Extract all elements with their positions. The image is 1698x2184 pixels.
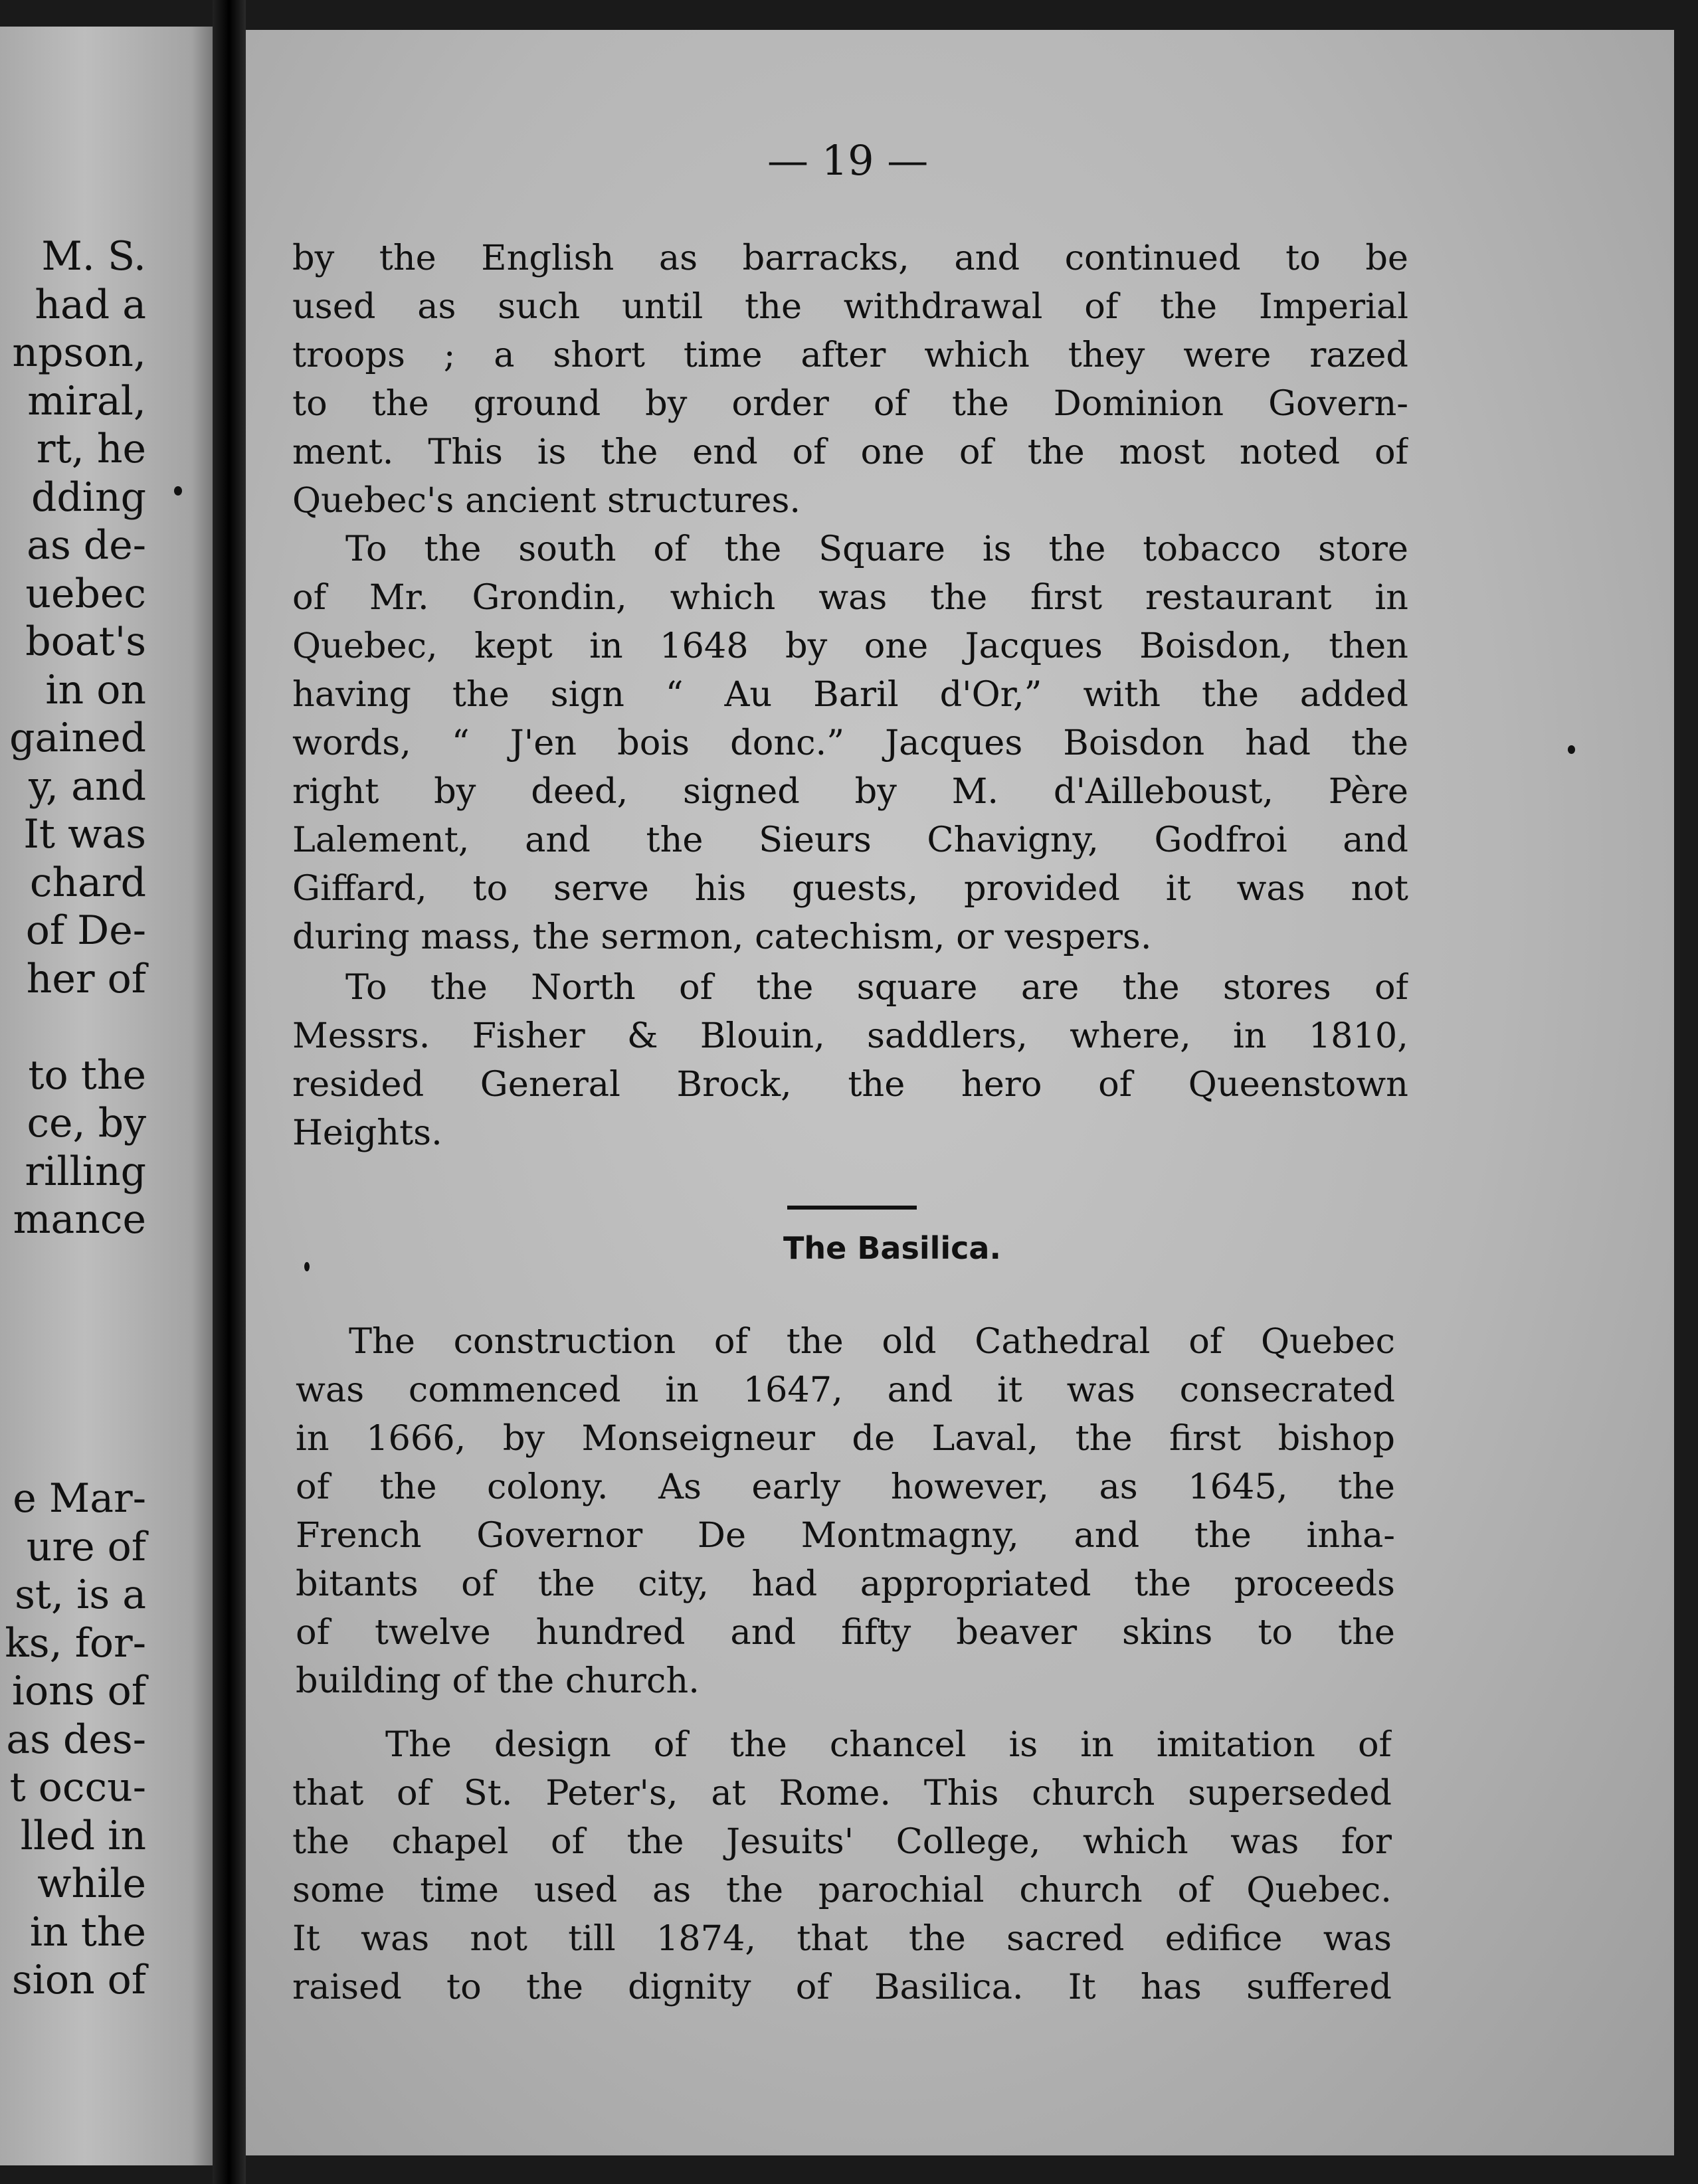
previous-page-line: had a bbox=[35, 281, 146, 328]
previous-page-line: lled in bbox=[20, 1812, 146, 1859]
previous-page-line: rt, he bbox=[36, 426, 146, 472]
previous-page-line: gained bbox=[9, 715, 146, 761]
text-line: some time used as the parochial church of Quebec. bbox=[292, 1870, 1392, 1910]
text-line: of Mr. Grondin, which was the first restaurant in bbox=[292, 577, 1408, 618]
print-speck bbox=[304, 1262, 310, 1271]
text-line: Lalement, and the Sieurs Chavigny, Godfroi and bbox=[292, 820, 1408, 860]
previous-page-line: while bbox=[37, 1861, 146, 1907]
previous-page-line: ions of bbox=[11, 1668, 146, 1714]
paragraph-barracks bbox=[292, 234, 1408, 525]
section-divider bbox=[787, 1206, 917, 1210]
text-line: troops ; a short time after which they were razed bbox=[292, 335, 1408, 375]
print-speck bbox=[174, 486, 182, 496]
page-number: — 19 — bbox=[767, 136, 929, 185]
previous-page-line: st, is a bbox=[15, 1572, 146, 1618]
previous-page-line: npson, bbox=[12, 329, 146, 376]
previous-page-line: uebec bbox=[25, 570, 146, 617]
previous-page-line: t occu- bbox=[9, 1764, 146, 1811]
text-line: having the sign “ Au Baril d'Or,” with the added bbox=[292, 674, 1408, 715]
text-line: right by deed, signed by M. d'Ailleboust, Père bbox=[292, 771, 1408, 812]
previous-page-line: It was bbox=[23, 811, 146, 858]
previous-page-line: e Mar- bbox=[13, 1475, 146, 1522]
text-line: Heights. bbox=[292, 1113, 442, 1153]
text-line: To the south of the Square is the tobacco store bbox=[345, 529, 1408, 569]
print-speck bbox=[1568, 745, 1575, 754]
previous-page-line: in on bbox=[45, 666, 146, 713]
text-line: building of the church. bbox=[296, 1661, 700, 1701]
text-line: French Governor De Montmagny, and the inha- bbox=[296, 1515, 1395, 1556]
paragraph-tobacco-store bbox=[292, 525, 1408, 961]
section-heading-text: The Basilica. bbox=[783, 1230, 1001, 1266]
previous-page-line: sion of bbox=[11, 1957, 146, 2003]
previous-page-line: as des- bbox=[6, 1716, 146, 1763]
previous-page-line: y, and bbox=[29, 763, 146, 810]
text-line: words, “ J'en bois donc.” Jacques Boisdon had the bbox=[292, 723, 1408, 763]
paragraph-chancel bbox=[292, 1720, 1392, 2011]
previous-page-line: as de- bbox=[27, 522, 146, 569]
text-line: The design of the chancel is in imitation of bbox=[385, 1724, 1392, 1765]
previous-page-line: in the bbox=[29, 1908, 146, 1956]
previous-page-line: to the bbox=[28, 1051, 146, 1099]
text-line: was commenced in 1647, and it was consecrated bbox=[296, 1370, 1395, 1410]
text-line: To the North of the square are the stores of bbox=[345, 967, 1408, 1008]
previous-page-line: chard bbox=[29, 859, 146, 906]
paragraph-construction bbox=[296, 1317, 1395, 1705]
text-line: in 1666, by Monseigneur de Laval, the first bishop bbox=[296, 1418, 1395, 1459]
previous-page-text-bottom bbox=[5, 1475, 146, 2005]
previous-page-line: mance bbox=[13, 1196, 146, 1243]
text-line: Quebec, kept in 1648 by one Jacques Boisdon, then bbox=[292, 626, 1408, 666]
previous-page-fragment bbox=[0, 27, 213, 2165]
text-line: of twelve hundred and fifty beaver skins to the bbox=[296, 1612, 1395, 1653]
text-line: by the English as barracks, and continued to be bbox=[292, 238, 1408, 278]
previous-page-line: miral, bbox=[27, 377, 146, 424]
previous-page-line: dding bbox=[31, 474, 146, 521]
previous-page-line: rilling bbox=[25, 1148, 146, 1195]
text-line: resided General Brock, the hero of Queenstown bbox=[292, 1064, 1408, 1105]
previous-page-line: ce, by bbox=[27, 1100, 146, 1146]
text-line: raised to the dignity of Basilica. It has suffered bbox=[292, 1967, 1392, 2007]
paragraph-north-square bbox=[292, 963, 1408, 1157]
book-gutter bbox=[213, 0, 246, 2184]
previous-page-line: boat's bbox=[25, 618, 146, 665]
text-line: ment. This is the end of one of the most noted of bbox=[292, 432, 1408, 472]
text-line: during mass, the sermon, catechism, or vespers. bbox=[292, 917, 1152, 957]
text-line: Giffard, to serve his guests, provided it was not bbox=[292, 868, 1408, 909]
previous-page-line: ure of bbox=[26, 1523, 146, 1570]
text-line: It was not till 1874, that the sacred edifice was bbox=[292, 1918, 1392, 1959]
text-line: to the ground by order of the Dominion Govern- bbox=[292, 383, 1408, 424]
previous-page-line: ks, for- bbox=[5, 1619, 146, 1667]
text-line: that of St. Peter's, at Rome. This church superseded bbox=[292, 1773, 1392, 1813]
section-heading bbox=[0, 1230, 1698, 1266]
text-line: Quebec's ancient structures. bbox=[292, 480, 801, 521]
previous-page-line: of De- bbox=[25, 907, 146, 954]
previous-page-line: M. S. bbox=[41, 233, 146, 280]
previous-page-text-top bbox=[9, 232, 146, 1244]
text-line: Messrs. Fisher & Blouin, saddlers, where, in 1810, bbox=[292, 1016, 1408, 1056]
text-line: bitants of the city, had appropriated the proceeds bbox=[296, 1564, 1395, 1604]
text-line: The construction of the old Cathedral of Quebec bbox=[349, 1321, 1395, 1362]
text-line: of the colony. As early however, as 1645, the bbox=[296, 1467, 1395, 1507]
previous-page-line: her of bbox=[26, 955, 146, 1002]
text-line: used as such until the withdrawal of the Imperial bbox=[292, 286, 1408, 327]
text-line: the chapel of the Jesuits' College, which was for bbox=[292, 1821, 1392, 1862]
previous-page-line bbox=[9, 1003, 146, 1051]
